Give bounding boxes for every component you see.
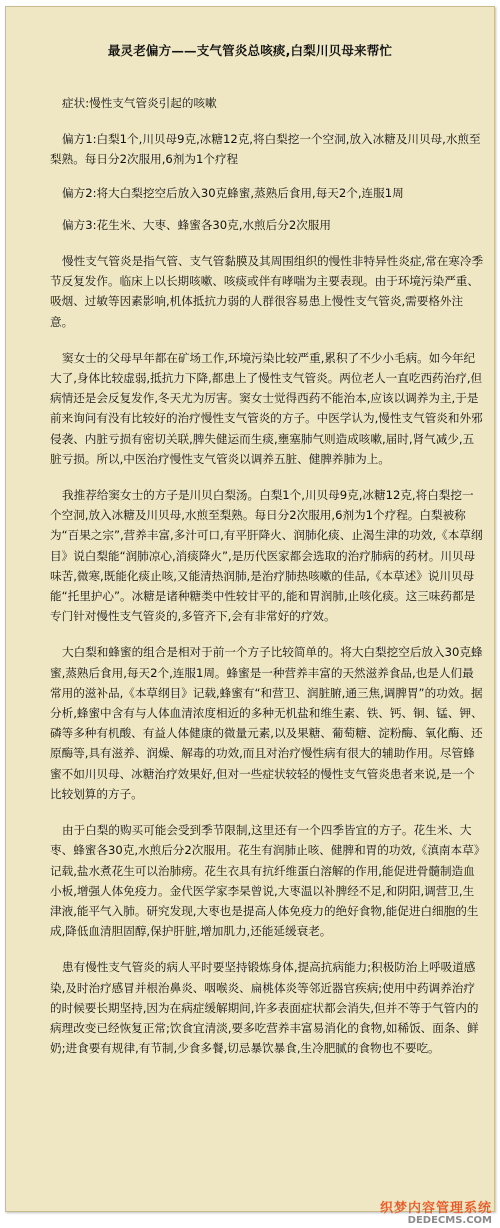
remedy-3-explanation: 由于白梨的购买可能会受到季节限制,这里还有一个四季皆宜的方子。花生米、大枣、蜂蜜各30克,水煎后分2次服用。花生有润肺止咳、健脾和胃的功效,《滇南本草》记载,盐水煮花生可以治肺痨。花生衣具有抗纤维蛋白溶解的作用,能促进骨髓制造血小板,增强人体免疫力。金代医学家李杲曾说,大枣温以补脾经不足,和阴阳,调营卫,生津液,能平气入肺。研究发现,大枣也是提高人体免疫力的绝好食物,能促进白细胞的生成,降低血清胆固醇,保护肝脏,增加肌力,还能延缓衰老。 [50,823,480,939]
article-frame [5,6,495,1212]
symptom-paragraph: 症状:慢性支气管炎引起的咳嗽 [62,96,217,110]
remedy-1-paragraph: 偏方1:白梨1个,川贝母9克,冰糖12克,将白梨挖一个空洞,放入冰糖及川贝母,水煎至梨熟。每日分2次服用,6剂为1个疗程 [50,132,481,167]
watermark-en-text: DEDECMS.COM [407,1214,492,1226]
article-body [50,93,484,1058]
intro-paragraph: 慢性支气管炎是指气管、支气管黏膜及其周围组织的慢性非特异性炎症,常在寒冷季节反复发作。临床上以长期咳嗽、咳痰或伴有哮喘为主要表现。由于环境污染严重、吸烟、过敏等因素影响,机体抵抗力弱的人群很容易患上慢性支气管炎,需要格外注意。 [50,254,484,329]
article-title: 最灵老偏方——支气管炎总咳痰,白梨川贝母来帮忙 [107,43,393,58]
case-paragraph: 窦女士的父母早年都在矿场工作,环境污染比较严重,累积了不少小毛病。如今年纪大了,身体比较虚弱,抵抗力下降,都患上了慢性支气管炎。两位老人一直吃西药治疗,但病情还是会反复发作,冬天尤为厉害。窦女士觉得西药不能治本,应该以调养为主,于是前来询问有没有比较好的治疗慢性支气管炎的方子。中医学认为,慢性支气管炎和外邪侵袭、内脏亏损有密切关联,脾失健运而生痰,壅塞肺气则造成咳嗽,届时,肾气减少,五脏亏损。所以,中医治疗慢性支气管炎以调养五脏、健脾养肺为上。 [50,350,483,466]
site-watermark [380,1202,492,1226]
remedy-2-paragraph: 偏方2:将大白梨挖空后放入30克蜂蜜,蒸熟后食用,每天2个,连服1周 [62,185,404,200]
watermark-cn-text: 织梦内容管理系统 [379,1200,492,1216]
remedy-3-paragraph: 偏方3:花生米、大枣、蜂蜜各30克,水煎后分2次服用 [62,217,331,232]
advice-paragraph: 患有慢性支气管炎的病人平时要坚持锻炼身体,提高抗病能力;积极防治上呼吸道感染,及时治疗感冒并根治鼻炎、咽喉炎、扁桃体炎等邻近器官疾病;使用中药调养治疗的时候要长期坚持,因为在病症缓解期间,许多表面症状都会消失,但并不等于气管内的病理改变已经恢复正常;饮食宜清淡,要多吃营养丰富易消化的食物,如稀饭、面条、鲜奶;进食要有规律,有节制,少食多餐,切忌暴饮暴食,生冷肥腻的食物也不要吃。 [50,960,479,1056]
remedy-1-explanation: 我推荐给窦女士的方子是川贝白梨汤。白梨1个,川贝母9克,冰糖12克,将白梨挖一个空洞,放入冰糖及川贝母,水煎至梨熟。每日分2次服用,6剂为1个疗程。白梨被称为“百果之宗”,营养丰富,多汁可口,有平肝降火、润肺化痰、止渴生津的功效,《本草纲目》说白梨能“润肺凉心,消痰降火”,是历代医家都会选取的治疗肺病的药材。川贝母味苦,微寒,既能化痰止咳,又能清热润肺,是治疗肺热咳嗽的佳品,《本草述》说川贝母能“托里护心”。冰糖是诸种糖类中性较甘平的,能和胃润肺,止咳化痰。这三味药都是专门针对慢性支气管炎的,多管齐下,会有非常好的疗效。 [50,488,483,624]
remedy-2-explanation: 大白梨和蜂蜜的组合是相对于前一个方子比较简单的。将大白梨挖空后放入30克蜂蜜,蒸熟后食用,每天2个,连服1周。蜂蜜是一种营养丰富的天然滋养食品,也是人们最常用的滋补品,《本草纲目》记载,蜂蜜有“和营卫、润脏腑,通三焦,调脾胃”的功效。据分析,蜂蜜中含有与人体血清浓度相近的多种无机盐和维生素、铁、钙、铜、锰、钾、磷等多种有机酸、有益人体健康的微量元素,以及果糖、葡萄糖、淀粉酶、氧化酶、还原酶等,具有滋养、润燥、解毒的功效,而且对治疗慢性病有很大的辅助作用。尽管蜂蜜不如川贝母、冰糖治疗效果好,但对一些症状较轻的慢性支气管炎患者来说,是一个比较划算的方子。 [50,645,483,801]
